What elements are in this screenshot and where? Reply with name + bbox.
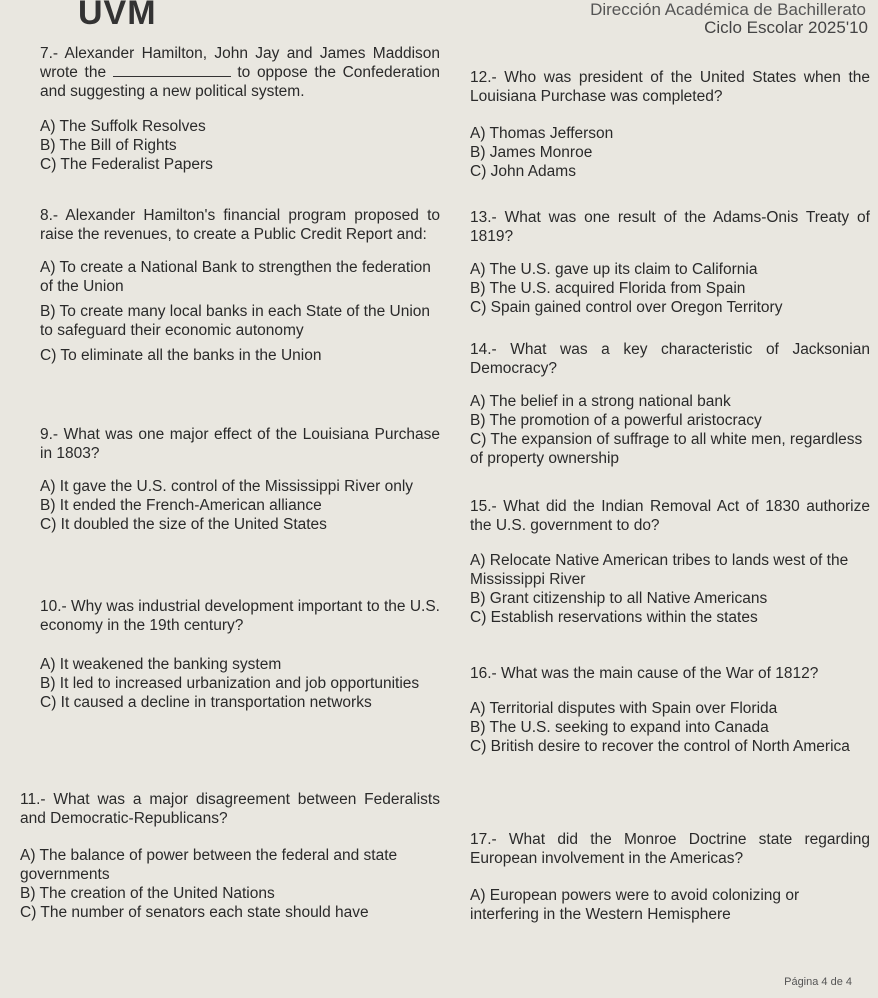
option-c[interactable]: C) It doubled the size of the United States <box>40 516 327 533</box>
option-a[interactable]: A) Relocate Native American tribes to lands west of the Mississippi River <box>470 552 849 588</box>
option-a[interactable]: A) European powers were to avoid colonizing or interfering in the Western Hemisphere <box>470 887 800 923</box>
question-7 <box>40 44 440 174</box>
school-cycle: Ciclo Escolar 2025'10 <box>704 18 868 37</box>
option-b[interactable]: B) It led to increased urbanization and job opportunities <box>40 675 420 692</box>
option-a[interactable]: A) Thomas Jefferson <box>470 125 614 142</box>
option-b[interactable]: B) Grant citizenship to all Native Americans <box>470 590 768 607</box>
question-11-stem: 11.- What was a major disagreement between Federalists and Democratic-Republicans? <box>20 791 440 827</box>
question-13 <box>470 208 870 317</box>
option-a[interactable]: A) Territorial disputes with Spain over Florida <box>470 700 778 717</box>
question-10-stem: 10.- Why was industrial development important to the U.S. economy in the 19th century? <box>40 598 440 634</box>
option-b[interactable]: B) The U.S. acquired Florida from Spain <box>470 280 746 297</box>
question-10 <box>40 597 440 712</box>
question-16-stem: 16.- What was the main cause of the War of 1812? <box>470 665 819 682</box>
option-c[interactable]: C) The Federalist Papers <box>40 156 213 173</box>
option-b[interactable]: B) The promotion of a powerful aristocracy <box>470 412 762 429</box>
uvm-logo: UVM <box>78 0 157 32</box>
option-b[interactable]: B) It ended the French-American alliance <box>40 497 322 514</box>
question-8-stem: 8.- Alexander Hamilton's financial program proposed to raise the revenues, to create a Public Credit Report and: <box>40 207 440 243</box>
question-14-stem: 14.- What was a key characteristic of Jacksonian Democracy? <box>470 341 870 377</box>
question-15 <box>470 497 870 627</box>
question-9-stem: 9.- What was one major effect of the Louisiana Purchase in 1803? <box>40 426 440 462</box>
question-16 <box>470 664 870 756</box>
option-a[interactable]: A) To create a National Bank to strengthen the federation of the Union <box>40 259 431 295</box>
question-14 <box>470 340 870 468</box>
question-12 <box>470 68 870 181</box>
option-b[interactable]: B) James Monroe <box>470 144 593 161</box>
question-11 <box>20 790 440 922</box>
option-c[interactable]: C) To eliminate all the banks in the Union <box>40 347 322 364</box>
option-a[interactable]: A) The U.S. gave up its claim to California <box>470 261 758 278</box>
option-c[interactable]: C) Establish reservations within the states <box>470 609 758 626</box>
option-b[interactable]: B) To create many local banks in each State of the Union to safeguard their economic autonomy <box>40 303 431 339</box>
option-c[interactable]: C) It caused a decline in transportation networks <box>40 694 372 711</box>
option-a[interactable]: A) The balance of power between the federal and state governments <box>20 847 398 883</box>
question-15-stem: 15.- What did the Indian Removal Act of 1830 authorize the U.S. government to do? <box>470 498 870 534</box>
answer-blank[interactable] <box>113 66 231 77</box>
question-7-stem: 7.- Alexander Hamilton, John Jay and James Maddison wrote the to oppose the Confederation and suggesting a new political system. <box>40 45 440 100</box>
option-a[interactable]: A) It weakened the banking system <box>40 656 282 673</box>
department-heading: Dirección Académica de Bachillerato <box>590 0 866 19</box>
option-b[interactable]: B) The U.S. seeking to expand into Canada <box>470 719 769 736</box>
question-12-stem: 12.- Who was president of the United States when the Louisiana Purchase was completed? <box>470 69 870 105</box>
option-c[interactable]: C) The number of senators each state should have <box>20 904 369 921</box>
option-b[interactable]: B) The creation of the United Nations <box>20 885 275 902</box>
question-9 <box>40 425 440 534</box>
option-a[interactable]: A) It gave the U.S. control of the Mississippi River only <box>40 478 414 495</box>
question-17 <box>470 830 870 924</box>
question-8 <box>40 206 440 365</box>
option-c[interactable]: C) John Adams <box>470 163 576 180</box>
option-a[interactable]: A) The Suffolk Resolves <box>40 118 206 135</box>
question-17-stem: 17.- What did the Monroe Doctrine state regarding European involvement in the Americas? <box>470 831 870 867</box>
option-c[interactable]: C) British desire to recover the control of North America <box>470 738 850 755</box>
option-b[interactable]: B) The Bill of Rights <box>40 137 177 154</box>
question-13-stem: 13.- What was one result of the Adams-Onis Treaty of 1819? <box>470 209 870 245</box>
option-c[interactable]: C) Spain gained control over Oregon Territory <box>470 299 783 316</box>
page-number: Página 4 de 4 <box>784 976 852 988</box>
option-a[interactable]: A) The belief in a strong national bank <box>470 393 731 410</box>
option-c[interactable]: C) The expansion of suffrage to all white men, regardless of property ownership <box>470 431 863 467</box>
